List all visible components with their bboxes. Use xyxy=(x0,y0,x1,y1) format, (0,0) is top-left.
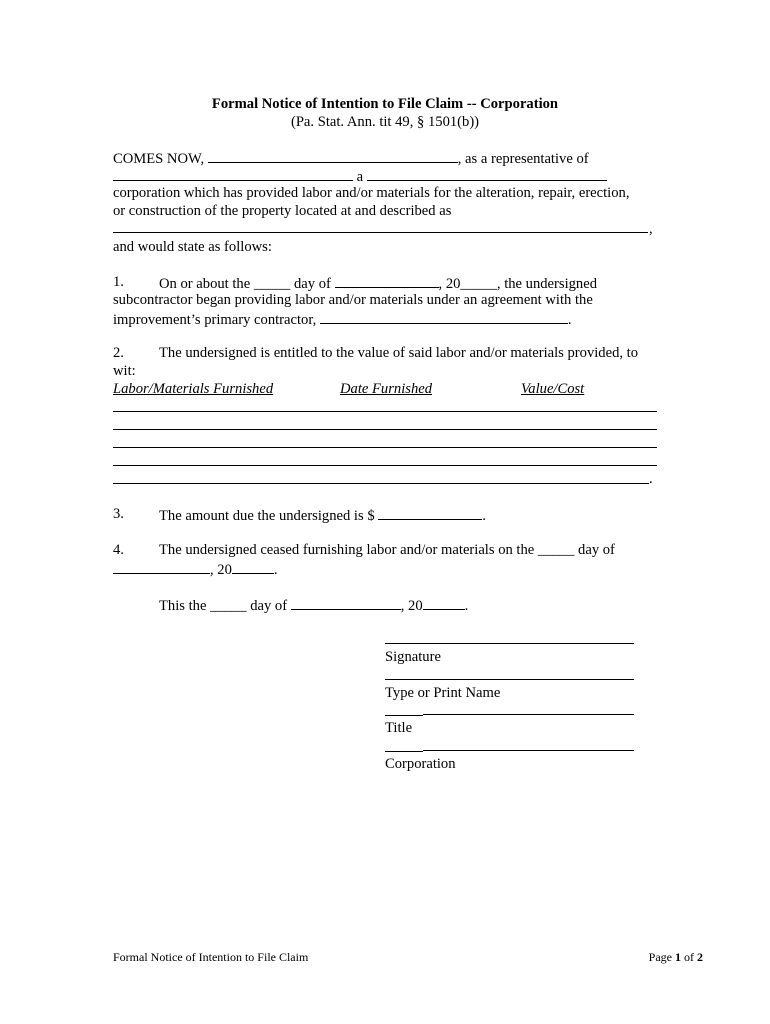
page-current: 1 xyxy=(675,950,681,964)
item-2-wit: wit: xyxy=(113,363,136,379)
as-representative-text: , as a representative of xyxy=(457,151,589,167)
intro-line-2 xyxy=(113,166,607,186)
property-line-comma: , xyxy=(649,221,653,237)
dated-month-blank[interactable] xyxy=(291,595,401,610)
page-number xyxy=(649,948,703,966)
article-a: a xyxy=(356,169,364,185)
intro-line-4: or construction of the property located at and described as xyxy=(113,203,452,219)
corporation-line-start xyxy=(385,751,423,752)
intro-line-3: corporation which has provided labor and/or materials for the alteration, repair, erection, xyxy=(113,185,630,201)
item-4-year-prefix: , 20 xyxy=(210,562,232,578)
furnished-entry-line[interactable] xyxy=(113,447,657,448)
item-4-year-blank[interactable] xyxy=(232,559,274,574)
item-4-month-blank[interactable] xyxy=(113,559,210,574)
item-4-line-2 xyxy=(113,559,278,579)
footer-left: Formal Notice of Intention to File Claim xyxy=(113,950,309,964)
column-header-value: Value/Cost xyxy=(521,381,585,397)
dated-year-blank[interactable] xyxy=(423,595,465,610)
dated-period: . xyxy=(464,598,469,614)
amount-due-text: The amount due the undersigned is $ xyxy=(159,508,375,524)
column-header-labor: Labor/Materials Furnished xyxy=(113,381,274,397)
statute-citation: (Pa. Stat. Ann. tit 49, § 1501(b)) xyxy=(290,114,480,130)
item-1-number: 1. xyxy=(113,274,124,290)
item-1-line-2: subcontractor began providing labor and/or materials under an agreement with the xyxy=(113,292,593,308)
page-total: 2 xyxy=(697,950,703,964)
title-line[interactable] xyxy=(423,714,634,715)
item-1-period: . xyxy=(567,312,572,328)
title-line-start xyxy=(385,715,423,716)
furnished-entry-line[interactable] xyxy=(113,483,649,484)
document-title: Formal Notice of Intention to File Claim -- Corporation xyxy=(211,96,559,112)
corporation-line[interactable] xyxy=(423,750,634,751)
state-as-follows: and would state as follows: xyxy=(113,239,272,255)
comes-now-text: COMES NOW, xyxy=(113,151,205,167)
item-4-period: . xyxy=(273,562,278,578)
print-name-label: Type or Print Name xyxy=(385,685,501,701)
dated-line xyxy=(159,595,468,615)
item-1-text-c: improvement’s primary contractor, xyxy=(113,312,317,328)
corporation-name-blank[interactable] xyxy=(367,166,607,181)
column-header-date: Date Furnished xyxy=(340,381,433,397)
item-3-number: 3. xyxy=(113,506,124,522)
item-1-text-a: On or about the _____ day of xyxy=(159,276,331,292)
item-4-number: 4. xyxy=(113,542,124,558)
furnished-entry-line[interactable] xyxy=(113,429,657,430)
intro-line-1 xyxy=(113,148,589,168)
title-label: Title xyxy=(385,720,413,736)
representative-name-blank[interactable] xyxy=(208,148,458,163)
primary-contractor-blank[interactable] xyxy=(320,309,568,324)
item-1-month-blank[interactable] xyxy=(335,273,439,288)
furnished-entry-line[interactable] xyxy=(113,411,657,412)
item-3-line xyxy=(159,505,486,525)
dated-year-prefix: , 20 xyxy=(400,598,423,614)
signature-line[interactable] xyxy=(385,643,634,644)
property-description-blank[interactable] xyxy=(113,232,648,233)
item-2-number: 2. xyxy=(113,345,124,361)
furnished-entry-line[interactable] xyxy=(113,465,657,466)
item-3-period: . xyxy=(482,508,486,524)
item-4-line-1: The undersigned ceased furnishing labor and/or materials on the _____ day of xyxy=(159,542,615,558)
page-prefix: Page xyxy=(648,950,675,964)
amount-due-blank[interactable] xyxy=(378,505,482,520)
corporation-label: Corporation xyxy=(385,756,456,772)
page-of: of xyxy=(681,950,697,964)
item-1-text-b: , 20_____, the undersigned xyxy=(438,276,597,292)
print-name-line[interactable] xyxy=(385,679,634,680)
item-2-end-period: . xyxy=(649,471,653,487)
blank-before-a[interactable] xyxy=(113,166,353,181)
item-2-line-1: The undersigned is entitled to the value of said labor and/or materials provided, to xyxy=(159,345,639,361)
dated-text-a: This the _____ day of xyxy=(159,598,288,614)
item-1-line-1 xyxy=(159,273,597,293)
signature-label: Signature xyxy=(385,649,441,665)
item-1-line-3 xyxy=(113,309,572,329)
